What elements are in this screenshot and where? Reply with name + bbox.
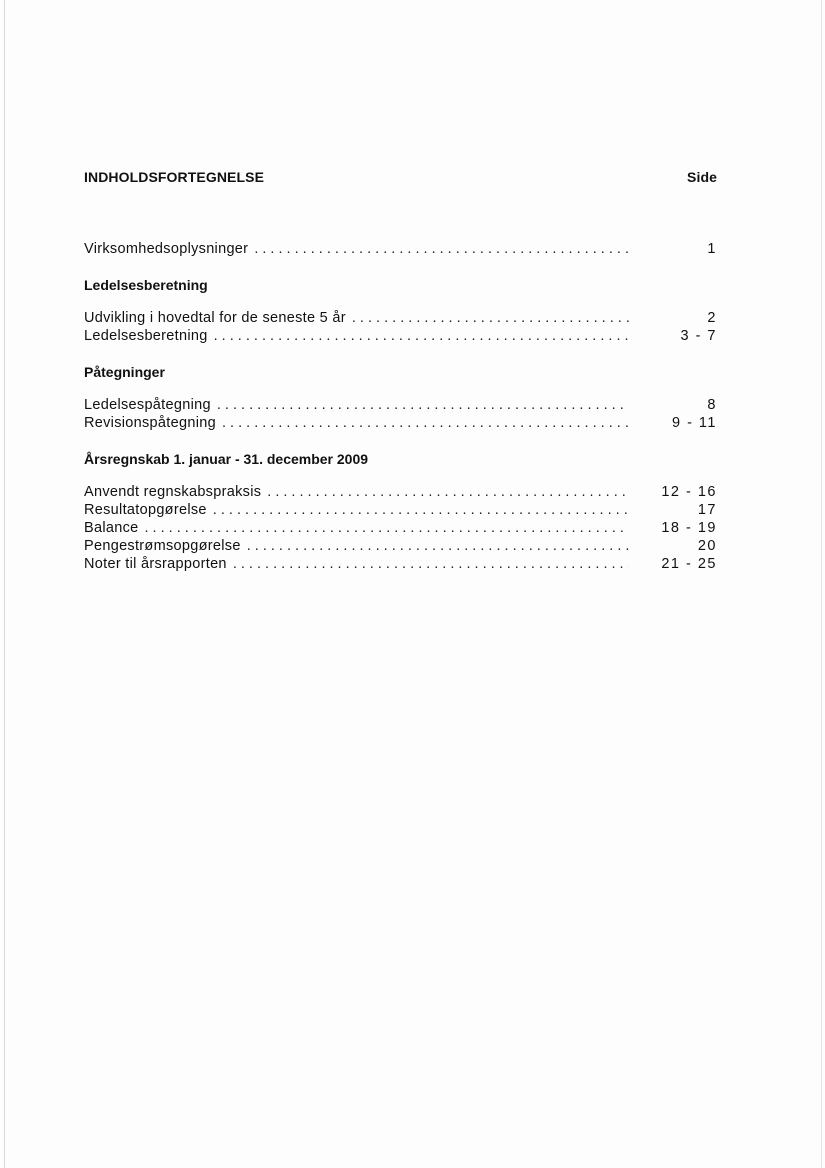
scan-edge-left [4, 0, 5, 1168]
table-of-contents [84, 240, 717, 573]
dot-leader [217, 396, 629, 414]
toc-entry [84, 327, 717, 345]
toc-entry [84, 555, 717, 573]
toc-entry [84, 414, 717, 432]
toc-header [84, 169, 717, 185]
toc-entry-title: Virksomhedsoplysninger [84, 241, 249, 257]
toc-entry-page: 3 - 7 [680, 328, 717, 344]
toc-entry [84, 483, 717, 501]
toc-entry [84, 519, 717, 537]
toc-entry-title: Noter til årsrapporten [84, 556, 227, 572]
toc-entry-title: Ledelsespåtegning [84, 397, 211, 413]
page-column-label: Side [687, 169, 717, 185]
toc-entry-page: 12 - 16 [661, 484, 717, 500]
toc-entry-page: 20 [697, 538, 717, 554]
toc-entry-title: Udvikling i hovedtal for de seneste 5 år [84, 310, 346, 326]
toc-entry-title: Balance [84, 520, 139, 536]
dot-leader [352, 309, 629, 327]
toc-entry [84, 240, 717, 258]
toc-entry [84, 537, 717, 555]
dot-leader [267, 483, 629, 501]
toc-entry [84, 309, 717, 327]
toc-entry [84, 396, 717, 414]
dot-leader [247, 537, 629, 555]
toc-entry-page: 8 [707, 397, 717, 413]
scan-edge-right [821, 0, 822, 1168]
section-heading: Påtegninger [84, 364, 165, 380]
toc-entry-page: 9 - 11 [671, 415, 717, 431]
toc-entry-title: Ledelsesberetning [84, 328, 208, 344]
dot-leader [145, 519, 630, 537]
section-heading: Årsregnskab 1. januar - 31. december 2009 [84, 451, 369, 467]
toc-entry-page: 21 - 25 [661, 556, 717, 572]
toc-title: INDHOLDSFORTEGNELSE [84, 169, 265, 185]
dot-leader [213, 501, 629, 519]
section-heading: Ledelsesberetning [84, 277, 208, 293]
toc-entry-title: Anvendt regnskabspraksis [84, 484, 262, 500]
dot-leader [214, 327, 629, 345]
toc-entry-page: 17 [697, 502, 717, 518]
toc-entry-title: Revisionspåtegning [84, 415, 216, 431]
toc-entry-title: Resultatopgørelse [84, 502, 207, 518]
toc-entry-page: 18 - 19 [661, 520, 717, 536]
toc-entry-page: 1 [707, 241, 717, 257]
toc-entry [84, 501, 717, 519]
toc-entry-title: Pengestrømsopgørelse [84, 538, 241, 554]
toc-entry-page: 2 [707, 310, 717, 326]
dot-leader [222, 414, 629, 432]
dot-leader [233, 555, 629, 573]
dot-leader [254, 240, 629, 258]
